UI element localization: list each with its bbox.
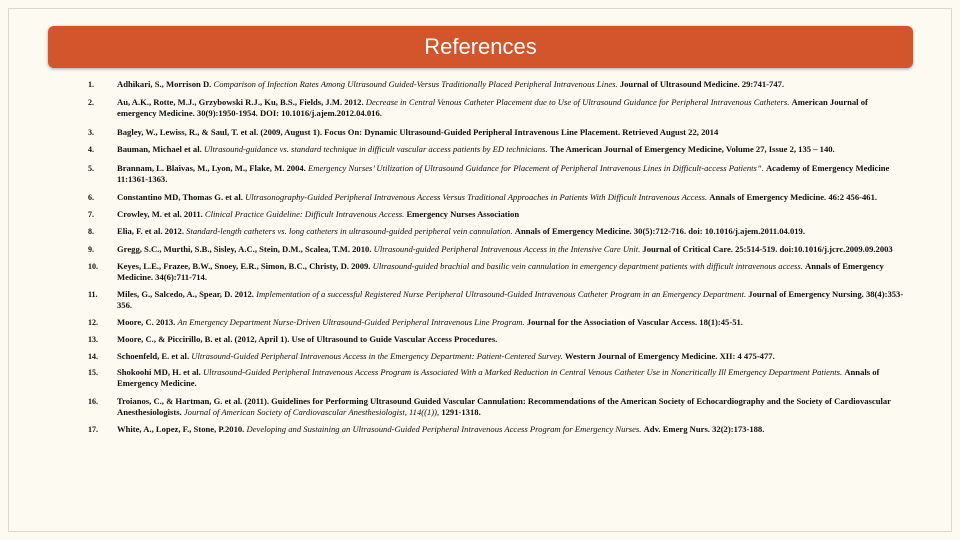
reference-source: Journal of Ultrasound Medicine. 29:741-747. (619, 79, 785, 89)
reference-title: Ultrasound-guided Peripheral Intravenous Access in the Intensive Care Unit. (373, 244, 641, 254)
reference-title: Emergency Nurses’ Utilization of Ultrasound Guidance for Placement of Peripheral Intravenous Lines in Difficult-access Patients”. (308, 163, 764, 173)
reference-item (88, 424, 908, 435)
title-banner (48, 26, 913, 68)
reference-number: 9. (88, 245, 94, 254)
reference-item (88, 244, 908, 255)
reference-number: 16. (88, 397, 98, 406)
reference-source: Journal of Critical Care. 25:514-519. doi:10.1016/j.jcrc.2009.09.2003 (642, 244, 893, 254)
reference-number: 2. (88, 98, 94, 107)
reference-authors: Troianos, C., & Hartman, G. et al. (2011). Guidelines for Performing Ultrasound Guided Vascular Cannulation: Recommendations of the American Society of Echocardiography and the Society of Cardiovascular Anesthesiologists. (117, 396, 891, 417)
reference-item (88, 144, 908, 155)
reference-number: 5. (88, 164, 94, 173)
reference-list (88, 73, 908, 435)
reference-source: Journal for the Association of Vascular Access. 18(1):45-51. (526, 317, 743, 327)
reference-source: Emergency Nurses Association (406, 209, 520, 219)
reference-source: Academy of Emergency Medicine 11:1361-1363. (117, 163, 890, 184)
reference-number: 8. (88, 227, 94, 236)
reference-title: Decrease in Central Venous Catheter Placement due to Use of Ultrasound Guidance for Peripheral Intravenous Catheters. (365, 97, 790, 107)
reference-item (88, 396, 908, 418)
reference-item (88, 209, 908, 220)
reference-source: Annals of Emergency Medicine. 46:2 456-461. (709, 192, 878, 202)
reference-authors: Moore, C., & Piccirillo, B. et al. (2012, April 1). Use of Ultrasound to Guide Vascular Access Procedures. (117, 334, 498, 344)
reference-source: Western Journal of Emergency Medicine. XII: 4 475-477. (564, 351, 775, 361)
reference-title: Ultrasound-guidance vs. standard technique in difficult vascular access patients by ED technicians. (203, 144, 548, 154)
reference-number: 17. (88, 425, 98, 434)
reference-item (88, 334, 908, 345)
reference-source: Journal of Emergency Nursing. 38(4):353-356. (117, 289, 904, 310)
reference-title: Standard-length catheters vs. long catheters in ultrasound-guided peripheral vein cannulation. (186, 226, 513, 236)
reference-authors: Crowley, M. et al. 2011. (117, 209, 203, 219)
reference-number: 7. (88, 210, 94, 219)
reference-authors: Schoenfeld, E. et al. (117, 351, 190, 361)
reference-number: 3. (88, 128, 94, 137)
reference-title: Ultrasound-guided brachial and basilic vein cannulation in emergency department patients with difficult intravenous access. (372, 261, 803, 271)
reference-item (88, 97, 908, 119)
reference-title: Implementation of a successful Registered Nurse Peripheral Ultrasound-Guided Intravenous Catheter Program in an Emergency Department. (256, 289, 747, 299)
reference-title: An Emergency Department Nurse-Driven Ultrasound-Guided Peripheral Intravenous Line Program. (177, 317, 525, 327)
reference-number: 13. (88, 335, 98, 344)
reference-title: Ultrasonography-Guided Peripheral Intravenous Access Versus Traditional Approaches in Patients With Difficult Intravenous Access. (245, 192, 708, 202)
reference-item (88, 127, 908, 138)
reference-number: 4. (88, 145, 94, 154)
reference-number: 10. (88, 262, 98, 271)
reference-item (88, 317, 908, 328)
reference-authors: Adhikari, S., Morrison D. (117, 79, 212, 89)
reference-authors: Elia, F. et al. 2012. (117, 226, 184, 236)
reference-title: Developing and Sustaining an Ultrasound-Guided Peripheral Intravenous Access Program for Emergency Nurses. (246, 424, 642, 434)
reference-item (88, 226, 908, 237)
reference-authors: White, A., Lopez, F., Stone, P.2010. (117, 424, 245, 434)
reference-number: 12. (88, 318, 98, 327)
reference-authors: Au, A.K., Rotte, M.J., Grzybowski R.J., Ku, B.S., Fields, J.M. 2012. (117, 97, 364, 107)
reference-source: The American Journal of Emergency Medicine, Volume 27, Issue 2, 135 – 140. (549, 144, 835, 154)
reference-item (88, 351, 908, 362)
page-title: References (424, 34, 537, 59)
reference-item (88, 163, 908, 185)
reference-number: 14. (88, 352, 98, 361)
reference-authors: Constantino MD, Thomas G. et al. (117, 192, 243, 202)
reference-item (88, 192, 908, 203)
reference-authors: Brannam, L. Blaivas, M., Lyon, M., Flake, M. 2004. (117, 163, 306, 173)
reference-number: 15. (88, 368, 98, 377)
reference-number: 11. (88, 290, 98, 299)
reference-item (88, 289, 908, 311)
reference-source: Annals of Emergency Medicine. 30(5):712-716. doi: 10.1016/j.ajem.2011.04.019. (514, 226, 805, 236)
reference-source: Annals of Emergency Medicine. 34(6):711-714. (117, 261, 884, 282)
reference-source: 1291-1318. (441, 407, 481, 417)
reference-authors: Bauman, Michael et al. (117, 144, 202, 154)
reference-item (88, 79, 908, 90)
reference-title: Clinical Practice Guideline: Difficult Intravenous Access. (204, 209, 405, 219)
reference-source: Annals of Emergency Medicine. (117, 367, 880, 388)
reference-source: Adv. Emerg Nurs. 32(2):173-188. (643, 424, 765, 434)
reference-authors: Moore, C. 2013. (117, 317, 176, 327)
reference-authors: Miles, G., Salcedo, A., Spear, D. 2012. (117, 289, 254, 299)
reference-item (88, 261, 908, 283)
reference-authors: Gregg, S.C., Murthi, S.B., Sisley, A.C., Stein, D.M., Scalea, T.M. 2010. (117, 244, 372, 254)
reference-authors: Keyes, L.E., Frazee, B.W., Snoey, E.R., Simon, B.C., Christy, D. 2009. (117, 261, 371, 271)
reference-source: American Journal of emergency Medicine. 30(9):1950-1954. DOI: 10.1016/j.ajem.2012.04.016. (117, 97, 868, 118)
reference-authors: Bagley, W., Lewiss, R., & Saul, T. et al. (2009, August 1). Focus On: Dynamic Ultrasound-Guided Peripheral Intravenous Line Placement. Retrieved August 22, 2014 (117, 127, 719, 137)
reference-authors: Shokoohi MD, H. et al. (117, 367, 201, 377)
reference-number: 1. (88, 80, 94, 89)
reference-item (88, 367, 908, 389)
reference-title: Comparison of Infection Rates Among Ultrasound Guided-Versus Traditionally Placed Peripheral Intravenous Lines. (213, 79, 618, 89)
reference-title: Ultrasound-Guided Peripheral Intravenous Access in the Emergency Department: Patient-Centered Survey. (191, 351, 563, 361)
reference-title: Ultrasound-Guided Peripheral Intravenous Access Program is Associated With a Marked Reduction in Central Venous Catheter Use in Noncritically Ill Emergency Department Patients. (202, 367, 843, 377)
reference-title: Journal of American Society of Cardiovascular Anesthesiologist, 114((1)), (183, 407, 440, 417)
reference-number: 6. (88, 193, 94, 202)
